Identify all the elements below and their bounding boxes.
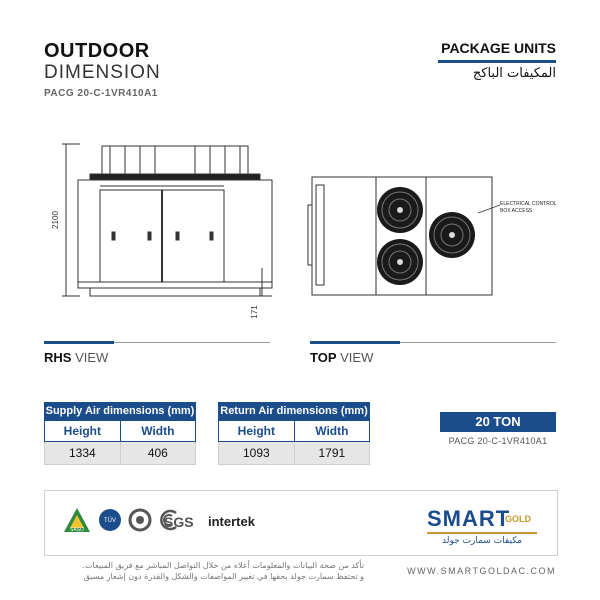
brand-underline — [427, 532, 537, 534]
rhs-view-label: RHS VIEW — [44, 350, 109, 365]
supply-height-header: Height — [45, 421, 121, 442]
fan-icon — [377, 187, 423, 233]
callout-line1: ELECTRICAL CONTROL — [500, 201, 557, 207]
return-air-table — [218, 402, 370, 465]
supply-air-table — [44, 402, 196, 465]
website-link[interactable]: WWW.SMARTGOLDAC.COM — [407, 566, 556, 576]
svg-text:TÜV: TÜV — [104, 518, 116, 524]
return-width-header: Width — [294, 421, 369, 442]
return-height-value: 1093 — [219, 442, 295, 465]
sgs-logo: SGS — [164, 514, 194, 530]
category-underline — [438, 60, 556, 63]
brand-arabic: مكيفات سمارت جولد — [442, 536, 522, 546]
svg-text:SASO: SASO — [70, 527, 84, 533]
supply-width-value: 406 — [120, 442, 195, 465]
fan-icon — [429, 212, 475, 258]
category-title-arabic: المكيفات الباكج — [472, 66, 556, 81]
saso-logo-icon — [62, 506, 92, 536]
capacity-badge: 20 TON — [440, 412, 556, 432]
cb-logo-icon — [128, 508, 152, 532]
top-view-label: TOP VIEW — [310, 350, 374, 365]
height-dimension: 2100 — [51, 211, 60, 229]
supply-height-value: 1334 — [45, 442, 121, 465]
model-number: PACG 20-C-1VR410A1 — [44, 88, 158, 99]
page-subtitle: DIMENSION — [44, 62, 161, 83]
page-title: OUTDOOR — [44, 40, 150, 62]
return-width-value: 1791 — [294, 442, 369, 465]
capacity-model: PACG 20-C-1VR410A1 — [448, 436, 548, 446]
rhs-view-drawing — [40, 130, 280, 330]
base-dimension: 171 — [250, 305, 259, 319]
rhs-view-rule — [44, 342, 270, 343]
top-view-drawing — [300, 165, 570, 305]
top-view-rule — [310, 342, 556, 343]
intertek-logo: intertek — [208, 514, 255, 529]
fan-icon — [377, 239, 423, 285]
brand-gold: GOLD — [505, 514, 531, 524]
callout-line2: BOX ACCESS — [500, 208, 533, 214]
supply-air-title: Supply Air dimensions (mm) — [44, 402, 196, 420]
tuv-logo-icon — [98, 508, 122, 532]
return-air-title: Return Air dimensions (mm) — [218, 402, 370, 420]
return-height-header: Height — [219, 421, 295, 442]
category-title: PACKAGE UNITS — [441, 40, 556, 56]
brand-logo: SMART — [427, 506, 511, 531]
disclaimer: تأكد من صحة البيانات والمعلومات أعلاه من خلال التواصل المباشر مع فريق المبيعات. و تحتفظ سمارت جولد بحقها في تغيير المواصفات والشكل والقدرة دون إشعار مسبق — [82, 561, 364, 581]
supply-width-header: Width — [120, 421, 195, 442]
